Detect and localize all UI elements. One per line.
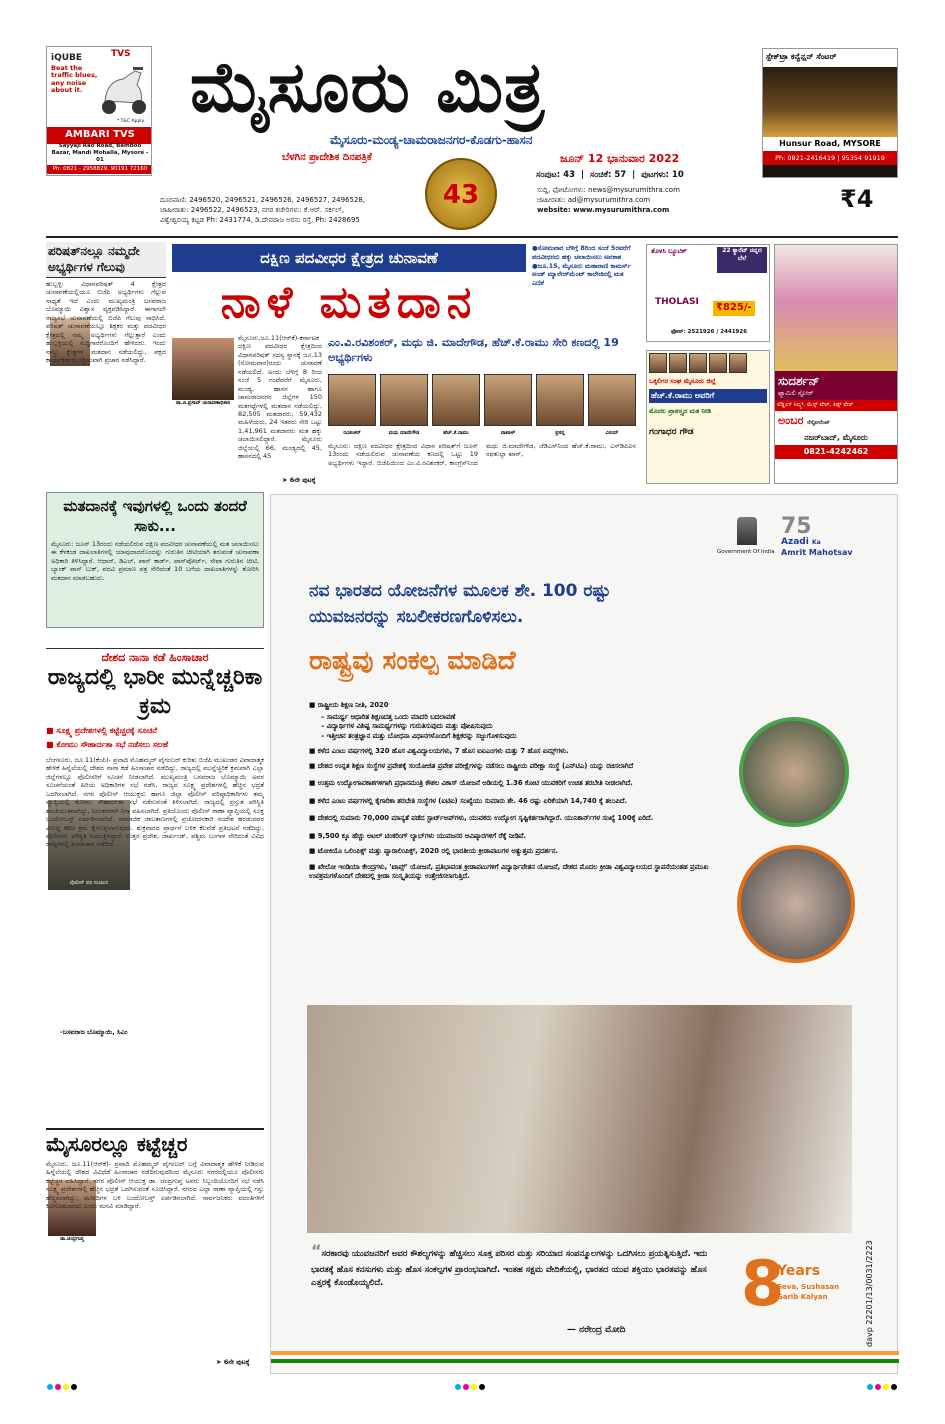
story-alert-sub2-text: ಕೋಮು ಸೌಹಾರ್ದತಾ ಸಭೆ ನಡೆಸಲು ಸಲಹೆ xyxy=(56,740,169,749)
candidates-body: ಮೈಸೂರು: ದಕ್ಷಿಣ ಪದವೀಧರ ಕ್ಷೇತ್ರದಿಂದ ವಿಧಾನ ಪರಿಷತ್‌ಗೆ ಜೂನ್ 13ರಂದು ನಡೆಯಲಿರುವ ಚುನಾವಣೆಯ ಕಣದಲ್ಲಿ ಒಟ್ಟು 19 ಅಭ್ಯರ್ಥಿಗಳು ಇದ್ದಾರೆ. ಬಿಜೆಪಿಯಿಂದ ಎಂ.ವಿ.ರವಿಶಂಕರ್, ಕಾಂಗ್ರೆಸ್‌ನಿಂದ ಮಧು ಜಿ.ಮಾದೇಗೌಡ, ಜೆಡಿಎಸ್‌ನಿಂದ ಹೆಚ್.ಕೆ.ರಾಮು, ಎಸ್‌ಡಿಪಿಐನ ರಫತುಲ್ಲಾ ಖಾನ್, xyxy=(328,442,636,467)
election-headline: ನಾಳೆ ಮತದಾನ xyxy=(220,277,478,328)
registration-marks xyxy=(866,1384,898,1390)
azadi-text xyxy=(781,537,881,548)
convention-ad xyxy=(762,48,898,178)
story-alert-sub2 xyxy=(46,740,264,750)
candidate-ad xyxy=(646,350,770,484)
candidate-name: ವಿನಯ್ xyxy=(605,430,619,436)
eight-sub2: Garib Kalyan xyxy=(777,1293,828,1301)
eight-years: Years xyxy=(777,1263,821,1279)
sudarshan-sub: ಫ್ಯಾಮಿಲಿ ಸ್ಟೋರ್ xyxy=(778,389,814,397)
sudarshan-header xyxy=(775,371,897,400)
candidate-photo xyxy=(432,374,480,426)
story-voter-id-title: ಮತದಾನಕ್ಕೆ ಇವುಗಳಲ್ಲಿ ಒಂದು ತಂದರೆ ಸಾಕು... xyxy=(63,497,247,535)
gov-subpoint: – ವಿದ್ಯಾರ್ಥಿಗಳ ವಿಶಿಷ್ಟ ಸಾಮರ್ಥ್ಯಗಳನ್ನು ಗುರುತಿಸುವುದು ಮತ್ತು ಪೋಷಿಸುವುದು xyxy=(321,722,493,731)
sudarshan-name: ಸುದರ್ಶನ್ xyxy=(778,374,820,388)
gov-quote-author: — ನರೇಂದ್ರ ಮೋದಿ xyxy=(567,1325,626,1335)
bullet-icon: ■ xyxy=(46,726,57,735)
tvs-slogan-3: any noise xyxy=(51,78,87,87)
gov-quote xyxy=(311,1239,721,1290)
masthead-title: ಮೈಸೂರು ಮಿತ್ರ xyxy=(190,46,546,128)
tvs-dealer: AMBARI TVS xyxy=(47,127,152,144)
gov-quote-text: ಸರಕಾರವು ಯುವಜನರಿಗೆ ಅವರ ಕೌಶಲ್ಯಗಳನ್ನು ಹೆಚ್ಚಿಸಲು ಸೂಕ್ತ ಪರಿಸರ ಮತ್ತು ಸರಿಯಾದ ಸಂಪನ್ಮೂಲಗಳನ್ನು ಒದಗಿಸಲು ಪ್ರಯತ್ನಿಸುತ್ತಿದೆ. ಇದು ಭಾರತಕ್ಕೆ ಹೊಸ ಕನಸುಗಳು ಮತ್ತು ಹೊಸ ಸಂಕಲ್ಪಗಳ ಪ್ರಾರಂಭವಾಗಿದೆ. ಇಂತಹ ಸಕ್ಷಮ ವೇದಿಕೆಯಲ್ಲಿ, ಭಾರತದ ಯುವ ಶಕ್ತಿಯು ಭಾರತವನ್ನು ಹೊಸ ಎತ್ತರಕ್ಕೆ ಕೊಂಡೊಯ್ಯಲಿದೆ. xyxy=(311,1249,708,1288)
azadi-ka: Ka xyxy=(811,538,821,546)
azadi-number: 75 xyxy=(781,514,812,539)
pm-students-photo xyxy=(307,1005,852,1233)
tvs-slogan xyxy=(51,65,97,95)
leader-photo xyxy=(689,353,707,373)
candidate-name: ಮಧು ಮಾದೇಗೌಡ xyxy=(388,430,420,436)
tvs-ad xyxy=(46,46,152,176)
registration-marks xyxy=(454,1384,486,1390)
story-alert-sub1-text: ಸೂಕ್ಷ್ಮ ಪ್ರದೇಶಗಳಲ್ಲಿ ಕಟ್ಟೆಚ್ಚರಕ್ಕೆ ಸೂಚನೆ xyxy=(56,726,158,735)
registration-marks xyxy=(46,1384,78,1390)
kicker-violence: ದೇಶದ ನಾನಾ ಕಡೆ ಹಿಂಸಾಚಾರ xyxy=(46,648,264,665)
student-photo-1 xyxy=(739,717,849,827)
candidates-title: ಎಂ.ವಿ.ರವಿಶಂಕರ್, ಮಧು ಜಿ. ಮಾದೇಗೌಡ, ಹೆಚ್.ಕೆ.ರಾಮು ಸೇರಿ ಕಣದಲ್ಲಿ 19 ಅಭ್ಯರ್ಥಿಗಳು xyxy=(328,336,619,364)
quote-icon: “ xyxy=(311,1241,322,1260)
price: ₹4 xyxy=(840,185,874,213)
masthead-date: ಜೂನ್ 12 ಭಾನುವಾರ 2022 xyxy=(560,152,680,165)
gov-point: ■ ಕಳೆದ ಎಂಟು ವರ್ಷಗಳಲ್ಲಿ ಕೈಗಾರಿಕಾ ತರಬೇತಿ ಸಂಸ್ಥೆಗಳ (ಐಟಿಐ) ಸಂಖ್ಯೆಯು ಸುಮಾರು ಶೇ. 46 ರಷ್ಟು ಏರಿಕೆಯಾಗಿ 14,740 ಕ್ಕೆ ತಲುಪಿದೆ. xyxy=(309,797,729,807)
website[interactable]: website: www.mysurumithra.com xyxy=(537,206,670,215)
candidate-name: ಪ್ರಸನ್ನ xyxy=(555,430,565,436)
leader-photo xyxy=(649,353,667,373)
story-voter-id xyxy=(46,492,264,628)
anniversary-emblem xyxy=(425,158,497,230)
leader-photo xyxy=(709,353,727,373)
sudarshan-phone: 0821-4242462 xyxy=(775,445,897,459)
story-voter-id-body: ಮೈಸೂರು: ಜೂನ್ 13ರಂದು ನಡೆಯಲಿರುವ ದಕ್ಷಿಣ ಪದವೀಧರ ಚುನಾವಣೆಯಲ್ಲಿ ಮತ ಚಲಾಯಿಸಲು ಈ ಕೆಳಕಂಡ ದಾಖಲಾತಿಗಳಲ್ಲಿ ಯಾವುದಾದರೊಂದನ್ನು ಗುರುತಿನ ಚೀಟಿಯಾಗಿ ತರುವಂತೆ ಚುನಾವಣಾ ಅಧಿಕಾರಿ ತಿಳಿಸಿದ್ದಾರೆ. ಆಧಾರ್, ಡಿಎಲ್, ಪಾನ್ ಕಾರ್ಡ್, ಪಾಸ್‌ಪೋರ್ಟ್, ಸೇವಾ ಗುರುತಿನ ಚೀಟಿ, ಬ್ಯಾಂಕ್ ಪಾಸ್ ಬುಕ್, ಪದವಿ ಪ್ರಮಾಣ ಪತ್ರ ಸೇರಿದಂತೆ 10 ಬಗೆಯ ದಾಖಲಾತಿಗಳನ್ನು ತೋರಿಸಿ ಮತದಾನ ಮಾಡಬಹುದು. xyxy=(51,540,259,582)
anniversary-number: 43 xyxy=(442,180,480,210)
tvs-logo: TVS xyxy=(111,49,131,59)
returning-officer-caption: ಡಾ.ಜಿ.ಪ್ರಸಾದ್ ಚುನಾವಣಾಧಿಕಾರಿ xyxy=(175,400,231,406)
candidate-photo xyxy=(484,374,532,426)
student-photo-2 xyxy=(737,845,855,963)
tholasi-price: ₹825/- xyxy=(713,301,755,316)
election-lead-more[interactable]: ➤ 6ನೇ ಪುಟಕ್ಕೆ xyxy=(282,476,316,484)
tholasi-phone: ಫೋನ್: 2521926 / 2441926 xyxy=(670,329,748,335)
gov-ad xyxy=(270,494,898,1374)
gov-point: ■ 9,500 ಕ್ಕೂ ಹೆಚ್ಚು ಅಟಲ್ ಟಿಂಕರಿಂಗ್ ಲ್ಯಾಬ್‌ಗಳು ಯುವಜನರ ಆವಿಷ್ಕಾರಗಳಿಗೆ ರೆಕ್ಕೆ ನೀಡಿವೆ. xyxy=(309,832,729,842)
masthead-rule xyxy=(46,236,898,238)
eight-number: 8 xyxy=(741,1247,785,1320)
story-alert-sub1 xyxy=(46,726,264,736)
ad-email[interactable]: ಜಾಹೀರಾತು: ad@mysurumithra.com xyxy=(537,196,651,205)
story-parishat-title: ಪರಿಷತ್‌ನಲ್ಲೂ ನಮ್ಮದೇ ಅಭ್ಯರ್ಥಿಗಳ ಗೆಲುವು xyxy=(46,242,166,278)
gov-label: Government Of India xyxy=(717,549,775,555)
phones-line-3: ವಿಶ್ವೇಶ್ವರಯ್ಯ ಕಟ್ಟಡ Ph: 2431774, ಡಿ.ದೇವರಾಜ ಅರಸು ರಸ್ತೆ, Ph: 2428695 xyxy=(160,215,360,224)
tvs-tc: * T&C Apply xyxy=(117,119,145,124)
ambar-logo xyxy=(775,411,897,431)
candidate-names xyxy=(328,430,636,436)
leader-photo xyxy=(729,353,747,373)
azadi-word: Azadi xyxy=(781,536,809,547)
convention-title: ಸ್ಪೇಕ್‌ಟ್ರಾ ಕನ್ವೆನ್ಷನ್ ಸೆಂಟರ್ xyxy=(763,49,897,67)
gov-headline-2: ಯುವಜನರನ್ನು ಸಬಲೀಕರಣಗೊಳಿಸಲು. xyxy=(309,607,524,627)
candidate-photo xyxy=(588,374,636,426)
candidate-name: ಹೆಚ್.ಕೆ.ರಾಮು xyxy=(443,430,469,436)
leader-photo xyxy=(669,353,687,373)
tvs-slogan-1: Beat the xyxy=(51,64,83,72)
tvs-address: Sayyaji Rao Road, Bamboo Bazar, Mandi Mohalla, Mysore - 01 xyxy=(51,143,149,163)
gov-point: ■ ಖೇಲೋ ಇಂಡಿಯಾ ಕೇಂದ್ರಗಳು, 'ಟಾಪ್ಸ್' ಯೋಜನೆ, ಪ್ರತಿಭಾವಂತ ಕ್ರೀಡಾಪಟುಗಳಿಗೆ ವಿದ್ಯಾರ್ಥಿವೇತನ ಯೋಜನೆ, ದೇಶದ ಮೊದಲ ಕ್ರೀಡಾ ವಿಶ್ವವಿದ್ಯಾಲಯದ ಸ್ಥಾಪನೆಯಂತಹ ಪ್ರಮುಖ ಉಪಕ್ರಮಗಳೊಂದಿಗೆ ದೇಶದಲ್ಲಿ ಕ್ರೀಡಾ ಸಂಸ್ಕೃತಿಯನ್ನು ಉತ್ತೇಜಿಸಲಾಗುತ್ತಿದೆ. xyxy=(309,863,729,882)
masthead-subtitle: ಮೈಸೂರು-ಮಂಡ್ಯ-ಚಾಮರಾಜನಗರ-ಕೊಡಗು-ಹಾಸನ xyxy=(330,133,533,147)
story-mysuru-more[interactable]: ➤ 6ನೇ ಪುಟಕ್ಕೆ xyxy=(216,1358,250,1366)
tricolor-strip xyxy=(271,1351,899,1363)
tholasi-banner: ತೊಳಸಿ ಬ್ಯೂಟಿಕ್ xyxy=(651,247,687,255)
ambar-sub: ರೆಸ್ಟೋರೆಂಟ್ xyxy=(807,420,830,426)
convention-phone: Ph: 0821-2416419 | 95354 91919 xyxy=(763,151,897,165)
candidate-faces xyxy=(328,374,636,426)
azadi-mahotsav: Amrit Mahotsav xyxy=(781,547,853,557)
tvs-slogan-2: traffic blues, xyxy=(51,71,98,80)
masthead-tagline: ಬೆಳಗಿನ ಪ್ರಾದೇಶಿಕ ದಿನಪತ್ರಿಕೆ xyxy=(282,152,372,163)
story-alert-body: ಬೆಂಗಳೂರು, ಜೂ.11(ಕೆಂಪಿ)- ಪ್ರವಾದಿ ಮೊಹಮ್ಮದ್ ಪೈಗಂಬರ್ ಕುರಿತು ಬಿಜೆಪಿ ಮುಖಂಡರ ವಿವಾದಾತ್ಮಕ ಹೇಳಿಕೆ ಹಿನ್ನೆಲೆಯಲ್ಲಿ ದೇಶದ ನಾನಾ ಕಡೆ ಹಿಂಸಾಚಾರ ನಡೆದಿದ್ದು, ರಾಜ್ಯದಲ್ಲಿ ಮುನ್ನೆಚ್ಚರಿಕೆ ಕ್ರಮವಾಗಿ ಎಲ್ಲಾ ಜಿಲ್ಲೆಗಳಲ್ಲೂ ಪೊಲೀಸರಿಗೆ ಸೂಚನೆ ನೀಡಲಾಗಿದೆ. ಮುಖ್ಯಮಂತ್ರಿ ಬಸವರಾಜ ಬೊಮ್ಮಾಯಿ ಅವರ ಸೂಚನೆಯಂತೆ ಹಿರಿಯ ಅಧಿಕಾರಿಗಳ ಸಭೆ ನಡೆಸಿ, ರಾಜ್ಯದ ಸೂಕ್ಷ್ಮ ಪ್ರದೇಶಗಳಲ್ಲಿ ಹೆಚ್ಚಿನ ಭದ್ರತೆ ಒದಗಿಸಲಾಗಿದೆ. ನಗರ ಪೊಲೀಸ್ ಆಯುಕ್ತರು ಹಾಗೂ ಜಿಲ್ಲಾ ಪೊಲೀಸ್ ವರಿಷ್ಠಾಧಿಕಾರಿಗಳು ತಮ್ಮ ವ್ಯಾಪ್ತಿಯಲ್ಲಿ ಕೋಮು ಸೌಹಾರ್ದತಾ ಸಭೆ ನಡೆಸುವಂತೆ ತಿಳಿಸಲಾಗಿದೆ. ರಾಜ್ಯದಲ್ಲಿ ಪ್ರಸ್ತುತ ಪರಿಸ್ಥಿತಿ ಶಾಂತಿಯುತವಾಗಿದ್ದು, ನಿರಂತರವಾಗಿ ನಿಗಾ ವಹಿಸಲಾಗಿದೆ. ಪ್ರತಿಯೊಂದು ಪೊಲೀಸ್ ಠಾಣಾ ವ್ಯಾಪ್ತಿಯಲ್ಲಿ ಸೂಕ್ತ ಬಂದೋಬಸ್ತ್ ಏರ್ಪಡಿಸಲಾಗಿದೆ. ಸಾಮಾಜಿಕ ಜಾಲತಾಣಗಳಲ್ಲಿ ಪ್ರಚೋದನಕಾರಿ ಸಂದೇಶ ಹರಡುವವರ ವಿರುದ್ಧ ಕಠಿಣ ಕ್ರಮ ಕೈಗೊಳ್ಳಲಾಗುವುದು. ಶುಕ್ರವಾರದ ಪ್ರಾರ್ಥನೆ ಬಳಿಕ ಕೆಲವೆಡೆ ಪ್ರತಿಭಟನೆ ನಡೆದಿದ್ದು, ಪೊಲೀಸರು ಪರಿಸ್ಥಿತಿ ನಿಯಂತ್ರಿಸಿದ್ದಾರೆ. ಉತ್ತರ ಪ್ರದೇಶ, ಜಾರ್ಖಂಡ್, ಪಶ್ಚಿಮ ಬಂಗಾಳ ಸೇರಿದಂತೆ ವಿವಿಧ ರಾಜ್ಯಗಳಲ್ಲಿ ಹಿಂಸಾಚಾರ ನಡೆದಿದೆ. xyxy=(46,756,264,849)
phones-line-2: ಜಾಹೀರಾತು: 2496522, 2496523, ನಗರ ಕಚೇರಿಗಳು: ಕೆ.ಆರ್. ಸರ್ಕಲ್, xyxy=(160,205,345,214)
story-parishat xyxy=(46,242,166,482)
news-email[interactable]: ಸುದ್ದಿ, ಫೋಟೋಗಳು: news@mysurumithra.com xyxy=(537,186,680,194)
scooter-image xyxy=(97,61,149,119)
convention-photo xyxy=(763,67,897,137)
commissioner-caption: ಡಾ.ಚಂದ್ರಗುಪ್ತ xyxy=(60,1236,84,1242)
gov-point: ■ ದೇಶದಲ್ಲಿ ಸುಮಾರು 70,000 ಮಾನ್ಯತೆ ಪಡೆದ ಸ್ಟಾರ್ಟ್‌ಅಪ್‌ಗಳು, ಯುವಕರು ಉದ್ಯೋಗ ಸೃಷ್ಟಿಕರ್ತರಾಗಿದ್ದಾರೆ. ಯುನಿಕಾರ್ನ್‌ಗಳ ಸಂಖ್ಯೆ 100ಕ್ಕೆ ಏರಿದೆ. xyxy=(309,814,729,824)
gov-point: ■ ಟೋಕಿಯೊ ಒಲಿಂಪಿಕ್ಸ್ ಮತ್ತು ಪ್ಯಾರಾಲಿಂಪಿಕ್ಸ್, 2020 ರಲ್ಲಿ ಭಾರತೀಯ ಕ್ರೀಡಾಪಟುಗಳ ಅತ್ಯುತ್ತಮ ಪ್ರದರ್ಶನ. xyxy=(309,847,729,857)
story-mysuru-body: ಮೈಸೂರು, ಜೂ.11(ಆರ್‌ಕೆ)- ಪ್ರವಾದಿ ಮೊಹಮ್ಮದ್ ಪೈಗಂಬರ್ ಬಗ್ಗೆ ವಿವಾದಾತ್ಮಕ ಹೇಳಿಕೆ ನೀಡಿರುವ ಹಿನ್ನೆಲೆಯಲ್ಲಿ ದೇಶದ ವಿವಿಧೆಡೆ ಹಿಂಸಾಚಾರ ನಡೆದಿರುವುದರಿಂದ ಮೈಸೂರು ನಗರದಲ್ಲಿಯೂ ಪೊಲೀಸರು ಕಟ್ಟೆಚ್ಚರ ವಹಿಸಿದ್ದಾರೆ. ನಗರ ಪೊಲೀಸ್ ಆಯುಕ್ತ ಡಾ. ಚಂದ್ರಗುಪ್ತ ಅವರು ಸಿಬ್ಬಂದಿಯೊಂದಿಗೆ ಸಭೆ ನಡೆಸಿ ಸೂಕ್ಷ್ಮ ಪ್ರದೇಶಗಳಲ್ಲಿ ಹೆಚ್ಚಿನ ಭದ್ರತೆ ಒದಗಿಸುವಂತೆ ಸೂಚಿಸಿದ್ದಾರೆ. ನಗರದ ಎಲ್ಲಾ ಠಾಣಾ ವ್ಯಾಪ್ತಿಯಲ್ಲಿ ಗಸ್ತು ಹೆಚ್ಚಿಸಲಾಗಿದ್ದು, ಮಸೀದಿಗಳ ಬಳಿ ಬಂದೋಬಸ್ತ್ ಏರ್ಪಡಿಸಲಾಗಿದೆ. ಸಾರ್ವಜನಿಕರು ವದಂತಿಗಳಿಗೆ ಕಿವಿಗೊಡಬಾರದು ಎಂದು ಮನವಿ ಮಾಡಿದ್ದಾರೆ. xyxy=(46,1160,264,1211)
gov-point: ■ ರಾಷ್ಟ್ರೀಯ ಶಿಕ್ಷಣ ನೀತಿ, 2020 xyxy=(309,701,729,711)
candidate-name: ರವಿಶಂಕರ್ xyxy=(343,430,361,436)
sudarshan-line: ವೆಡ್ಡಿಂಗ್ ಸಿಲ್ಕ್ಸ್, ಮೆನ್ಸ್ ವೇರ್, ಕಿಡ್ಸ್ ವೇರ್ xyxy=(775,400,897,411)
masthead-issue: ಸಂಪುಟ: 43 | ಸಂಚಿಕೆ: 57 | ಪುಟಗಳು: 10 xyxy=(536,170,684,180)
story-mysuru-title: ಮೈಸೂರಲ್ಲೂ ಕಟ್ಟೆಚ್ಚರ xyxy=(46,1128,264,1158)
sudarshan-ad xyxy=(774,244,898,484)
emblem-icon xyxy=(737,517,757,545)
candidate-ad-line1: ಒಕ್ಕಲಿಗರ ಸಂಘ ಮೈಸೂರು ಜಿಲ್ಲೆ xyxy=(649,377,716,385)
tholasi-badge: 22 ಕ್ಯಾರೆಟ್ ಚಿನ್ನದ ಬೆಲೆ xyxy=(717,247,767,273)
gov-resolve: ರಾಷ್ಟ್ರವು ಸಂಕಲ್ಪ ಮಾಡಿದೆ xyxy=(309,646,516,676)
candidate-photo xyxy=(536,374,584,426)
eight-years-logo xyxy=(741,1247,851,1337)
gov-headline-1: ನವ ಭಾರತದ ಯೋಜನೆಗಳ ಮೂಲಕ ಶೇ. 100 ರಷ್ಟು xyxy=(309,581,611,601)
tholasi-logo: THOLASI xyxy=(655,297,699,307)
candidate-photo xyxy=(380,374,428,426)
azadi-logo xyxy=(781,513,881,563)
tvs-slogan-4: about it. xyxy=(51,86,83,95)
gov-points xyxy=(309,701,729,882)
candidate-ad-line2: ಮೊದಲ ಪ್ರಾಶಸ್ತ್ಯದ ಮತ ನೀಡಿ xyxy=(649,407,712,416)
candidate-ad-name: ಗಂಗಾಧರ ಗೌಡ xyxy=(649,427,694,438)
bullet-icon: ■ xyxy=(46,740,57,749)
candidate-ad-faces xyxy=(647,351,769,375)
story-alert-title: ರಾಜ್ಯದಲ್ಲಿ ಭಾರೀ ಮುನ್ನೆಚ್ಚರಿಕಾ ಕ್ರಮ xyxy=(47,665,263,719)
story-parishat-body: ಹುಬ್ಬಳ್ಳಿ: ವಿಧಾನಪರಿಷತ್ 4 ಕ್ಷೇತ್ರದ ಚುನಾವಣೆಯಲ್ಲಿಯೂ ಬಿಜೆಪಿ ಅಭ್ಯರ್ಥಿಗಳು ಗೆಲ್ಲುವ ಸಾಧ್ಯತೆ ಇದೆ ಎಂದು ಮುಖ್ಯಮಂತ್ರಿ ಬಸವರಾಜ ಬೊಮ್ಮಾಯಿ ವಿಶ್ವಾಸ ವ್ಯಕ್ತಪಡಿಸಿದ್ದಾರೆ. ಈಗಾಗಲೇ ರಾಜ್ಯಸಭೆ ಚುನಾವಣೆಯಲ್ಲಿ ಬಿಜೆಪಿ ಗೆಲುವು ಸಾಧಿಸಿದೆ. ಪರಿಷತ್ ಚುನಾವಣೆಯಲ್ಲೂ ಶಿಕ್ಷಕರ ಮತ್ತು ಪದವೀಧರ ಕ್ಷೇತ್ರದಲ್ಲಿ ನಮ್ಮ ಅಭ್ಯರ್ಥಿಗಳು ಗೆಲ್ಲುತ್ತಾರೆ ಎಂದು ಹುಬ್ಬಳ್ಳಿಯಲ್ಲಿ ಸುದ್ದಿಗಾರರೊಂದಿಗೆ ಹೇಳಿದರು. ಇಂದು ನಾಲ್ಕು ಕ್ಷೇತ್ರಗಳ ಮತದಾನ ನಡೆಯಲಿದ್ದು, ಪಕ್ಷದ ಕಾರ್ಯಕರ್ತರು ಸಕ್ರಿಯವಾಗಿ ಪ್ರಚಾರ ನಡೆಸಿದ್ದಾರೆ. xyxy=(46,280,166,364)
contact-right xyxy=(537,185,680,215)
contact-left xyxy=(160,196,365,225)
gov-point: ■ ಉತ್ತಮ ಉದ್ಯೋಗಾವಕಾಶಗಳಿಗಾಗಿ ಪ್ರಧಾನಮಂತ್ರಿ ಕೌಶಲ ವಿಕಾಸ್ ಯೋಜನೆ ಅಡಿಯಲ್ಲಿ 1.36 ಕೋಟಿ ಯುವಕರಿಗೆ ಉಚಿತ ತರಬೇತಿ ನೀಡಲಾಗಿದೆ. xyxy=(309,779,729,789)
iqube-label: iQUBE xyxy=(51,53,83,63)
gov-subpoint: – ಸಾಮರ್ಥ್ಯ ಆಧಾರಿತ ಶಿಕ್ಷಣದತ್ತ ಒಂದು ಮಾದರಿ ಬದಲಾವಣೆ xyxy=(321,712,456,721)
sudarshan-place: ನಜರ್‌ಬಾದ್, ಮೈಸೂರು xyxy=(804,432,868,442)
gov-point: ■ ಕಳೆದ ಎಂಟು ವರ್ಷಗಳಲ್ಲಿ 320 ಹೊಸ ವಿಶ್ವವಿದ್ಯಾಲಯಗಳು, 7 ಹೊಸ ಐಐಎಂಗಳು ಮತ್ತು 7 ಹೊಸ ಏಮ್ಸ್‌ಗಳು. xyxy=(309,747,729,757)
tholasi-ad xyxy=(646,244,770,342)
candidate-ad-title: ಹೆಚ್.ಕೆ.ರಾಮು ಅವರಿಗೆ xyxy=(649,389,767,403)
ambar-name: ಅಂಬರ xyxy=(778,414,804,427)
tvs-phone: Ph: 0821 - 2958829, 90191 72160 xyxy=(47,165,152,174)
phones-line-1: ದೂರವಾಣಿ: 2496520, 2496521, 2496526, 2496527, 2496528, xyxy=(160,196,366,204)
candidate-photo xyxy=(328,374,376,426)
model-photo xyxy=(775,245,897,371)
gov-point: ■ ದೇಶದ ಉನ್ನತ ಶಿಕ್ಷಣ ಸಂಸ್ಥೆಗಳ ಪ್ರವೇಶಕ್ಕೆ ಸಂಯೋಜಿತ ಪ್ರವೇಶ ಪರೀಕ್ಷೆಗಳನ್ನು ನಡೆಸಲು ರಾಷ್ಟ್ರೀಯ ಪರೀಕ್ಷಾ ಸಂಸ್ಥೆ (ಎನ್‌ಟಿಎ) ಯನ್ನು ರಚಿಸಲಾಗಿದೆ xyxy=(309,762,729,772)
election-banner: ದಕ್ಷಿಣ ಪದವೀಧರ ಕ್ಷೇತ್ರದ ಚುನಾವಣೆ xyxy=(172,244,526,272)
side-note: ●ಸೋಮವಾರ ಬೆಳಿಗ್ಗೆ 8ರಿಂದ ಸಂಜೆ 5ರವರೆಗೆ ಪದವೀಧರರು ಹಕ್ಕು ಚಲಾಯಿಸಲು ಅವಕಾಶ ●ಜೂ.15, ಮೈಸೂರು ಮಹಾರಾಣಿ ಕಾಮರ್ಸ್ ಅಂಡ್ ಮ್ಯಾನೇಜ್‌ಮೆಂಟ್ ಕಾಲೇಜಿನಲ್ಲಿ ಮತ ಎಣಿಕೆ xyxy=(532,244,631,288)
police-photo-caption: ಪೊಲೀಸ್ ಪಥ ಸಂಚಲನ xyxy=(69,880,109,886)
gov-subpoint: – ಇತ್ತೀಚಿನ ತಂತ್ರಜ್ಞಾನ ಮತ್ತು ಬೋಧನಾ ವಿಧಾನಗಳೊಂದಿಗೆ ಶಿಕ್ಷಕರನ್ನು ಸಜ್ಜುಗೊಳಿಸುವುದು xyxy=(321,731,517,740)
convention-address: Hunsur Road, MYSORE xyxy=(763,137,897,151)
candidate-name: ವಾಟಾಳ್ xyxy=(500,430,516,436)
election-lead-body: ಮೈಸೂರು,ಜೂ.11(ಆರ್‌ಕೆ)-ಕರ್ನಾಟಕ ದಕ್ಷಿಣ ಪದವೀಧರ ಕ್ಷೇತ್ರದಿಂದ ವಿಧಾನಪರಿಷತ್ ಸದಸ್ಯ ಸ್ಥಾನಕ್ಕೆ ಜೂ.13 (ಸೋಮವಾರ)ರಂದು ಚುನಾವಣೆ ನಡೆಯಲಿದೆ. ಅಂದು ಬೆಳಿಗ್ಗೆ 8 ರಿಂದ ಸಂಜೆ 5 ಗಂಟೆವರೆಗೆ ಮೈಸೂರು, ಮಂಡ್ಯ, ಹಾಸನ ಹಾಗೂ ಚಾಮರಾಜನಗರ ಜಿಲ್ಲೆಗಳ 150 ಮತಗಟ್ಟೆಗಳಲ್ಲಿ ಮತದಾನ ನಡೆಯಲಿದ್ದು, 82,505 ಮತದಾರರು, 59,432 ಮಹಿಳೆಯರು, 24 ಇತರರು ಸೇರಿ ಒಟ್ಟು 1,41,961 ಮತದಾರರು ಮತ ಹಕ್ಕು ಚಲಾಯಿಸಲಿದ್ದಾರೆ. ಮೈಸೂರು ಜಿಲ್ಲೆಯಲ್ಲಿ 66, ಮಂಡ್ಯದಲ್ಲಿ 45, ಹಾಸನದಲ್ಲಿ 45 xyxy=(238,334,322,461)
davp-code: davp 22201/13/0031/2223 xyxy=(865,1240,874,1347)
story-alert-byline: -ಬಸವರಾಜ ಬೊಮ್ಮಾಯಿ, ಸಿಎಂ xyxy=(60,1028,128,1036)
eight-sub1: Seva, Sushasan xyxy=(777,1283,839,1291)
